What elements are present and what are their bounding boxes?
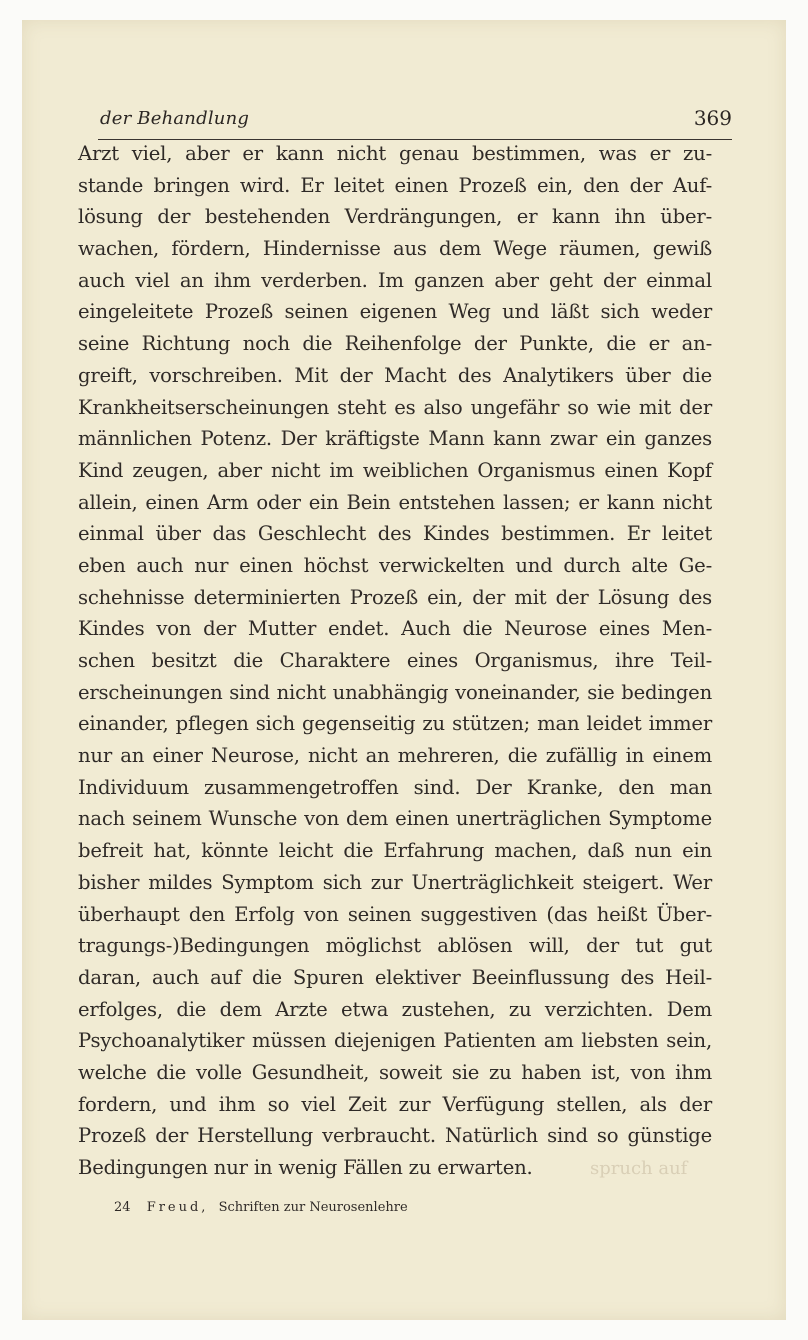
text-line: nur an einer Neurose, nicht an mehreren, die zufällig in einem [78, 744, 712, 768]
text-line: Kindes von der Mutter endet. Auch die Neurose eines Men- [78, 617, 712, 641]
text-line: nach seinem Wunsche von dem einen unerträglichen Symptome [78, 807, 712, 831]
text-line: stande bringen wird. Er leitet einen Prozeß ein, den der Auf- [78, 173, 712, 197]
signature-title: Schriften zur Neurosenlehre [218, 1200, 408, 1215]
signature-author: Freud, [146, 1200, 209, 1215]
text-line: tragungs-)Bedingungen möglichst ablösen will, der tut gut [78, 934, 712, 958]
text-line: Psychoanalytiker müssen diejenigen Patienten am liebsten sein, [78, 1029, 712, 1053]
text-line: greift, vorschreiben. Mit der Macht des Analytikers über die [78, 363, 712, 387]
text-line: eben auch nur einen höchst verwickelten und durch alte Ge- [78, 553, 712, 577]
text-line: eingeleitete Prozeß seinen eigenen Weg und läßt sich weder [78, 300, 712, 324]
text-line: wachen, fördern, Hindernisse aus dem Wege räumen, gewiß [78, 237, 712, 261]
text-line: befreit hat, könnte leicht die Erfahrung machen, daß nun ein [78, 839, 712, 863]
text-line: schehnisse determinierten Prozeß ein, der mit der Lösung des [78, 585, 712, 609]
text-line: seine Richtung noch die Reihenfolge der Punkte, die er an- [78, 332, 712, 356]
text-line: fordern, und ihm so viel Zeit zur Verfügung stellen, als der [78, 1092, 712, 1116]
text-line: auch viel an ihm verderben. Im ganzen aber geht der einmal [78, 268, 712, 292]
text-line: Krankheitserscheinungen steht es also ungefähr so wie mit der [78, 395, 712, 419]
show-through-text: spruch auf [590, 1158, 688, 1179]
running-header [98, 105, 732, 140]
printer-signature [114, 1200, 408, 1215]
text-line: allein, einen Arm oder ein Bein entstehen lassen; er kann nicht [78, 490, 712, 514]
text-line: Kind zeugen, aber nicht im weiblichen Organismus einen Kopf [78, 458, 712, 482]
text-line: lösung der bestehenden Verdrängungen, er kann ihn über- [78, 205, 712, 229]
text-line: schen besitzt die Charaktere eines Organismus, ihre Teil- [78, 649, 712, 672]
body-text [78, 138, 712, 1184]
text-line: erfolges, die dem Arzte etwa zustehen, zu verzichten. Dem [78, 997, 712, 1021]
text-line: bisher mildes Symptom sich zur Unerträglichkeit steigert. Wer [78, 870, 712, 894]
running-head-title: der Behandlung [100, 108, 250, 129]
text-line: daran, auch auf die Spuren elektiver Beeinflussung des Heil- [78, 965, 712, 989]
page-number: 369 [693, 106, 732, 130]
text-line: männlichen Potenz. Der kräftigste Mann kann zwar ein ganzes [78, 427, 712, 451]
text-line: erscheinungen sind nicht unabhängig voneinander, sie bedingen [78, 680, 712, 704]
text-line: welche die volle Gesundheit, soweit sie zu haben ist, von ihm [78, 1060, 712, 1084]
text-line: Individuum zusammengetroffen sind. Der Kranke, den man [78, 775, 712, 799]
text-line: Arzt viel, aber er kann nicht genau bestimmen, was er zu- [78, 142, 712, 165]
text-line: Bedingungen nur in wenig Fällen zu erwarten. [78, 1156, 533, 1179]
signature-number: 24 [114, 1200, 131, 1215]
text-line: einmal über das Geschlecht des Kindes bestimmen. Er leitet [78, 522, 712, 546]
text-line: überhaupt den Erfolg von seinen suggestiven (das heißt Über- [78, 902, 712, 926]
text-line: einander, pflegen sich gegenseitig zu stützen; man leidet immer [78, 712, 712, 736]
text-line: Prozeß der Herstellung verbraucht. Natürlich sind so günstige [78, 1124, 712, 1148]
